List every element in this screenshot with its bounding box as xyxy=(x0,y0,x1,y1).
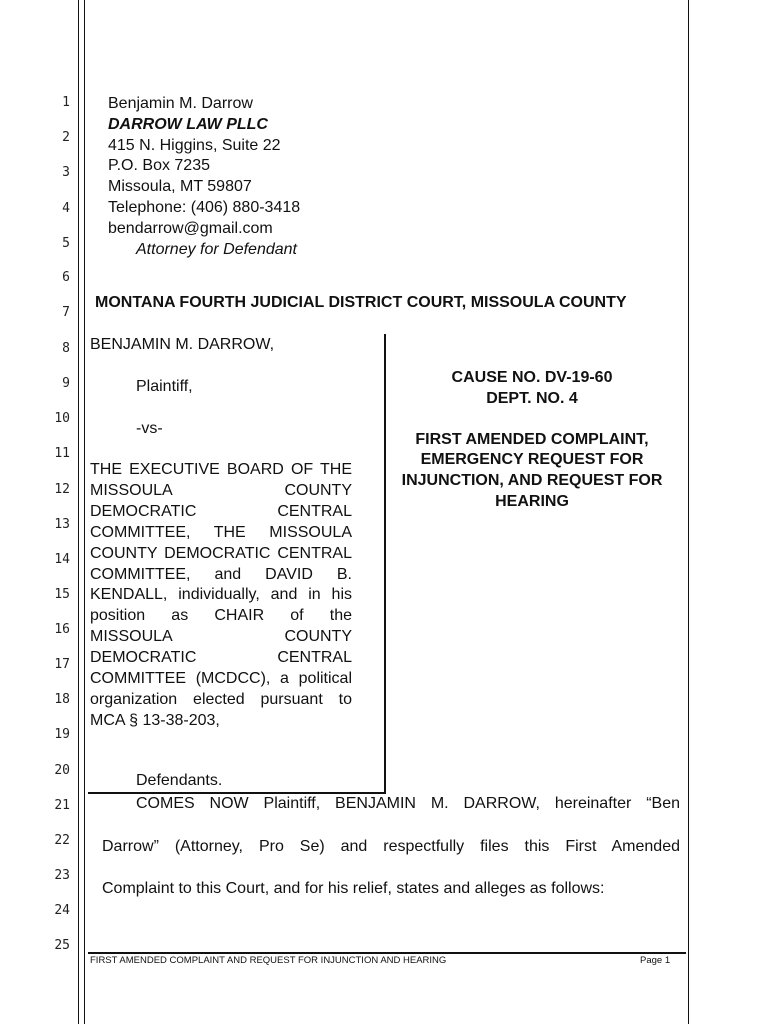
plaintiff-role: Plaintiff, xyxy=(136,378,193,395)
line-number: 2 xyxy=(62,130,70,145)
firm-telephone: Telephone: (406) 880-3418 xyxy=(108,198,301,216)
line-number: 21 xyxy=(54,798,70,813)
court-title: MONTANA FOURTH JUDICIAL DISTRICT COURT, MISSOULA COUNTY xyxy=(95,294,627,311)
case-caption-details xyxy=(386,368,678,513)
left-margin-rule-inner xyxy=(84,0,85,1024)
line-number: 9 xyxy=(62,376,70,391)
body-line: COMES NOW Plaintiff, BENJAMIN M. DARROW, hereinafter “Ben xyxy=(136,795,680,812)
line-number: 1 xyxy=(62,95,70,110)
firm-name: DARROW LAW PLLC xyxy=(108,115,268,133)
defendants-role: Defendants. xyxy=(136,772,223,789)
line-number: 12 xyxy=(54,482,70,497)
cause-number: CAUSE NO. DV-19-60 xyxy=(451,369,613,386)
body-paragraph xyxy=(102,794,680,900)
attorney-name: Benjamin M. Darrow xyxy=(108,95,253,112)
line-number: 14 xyxy=(54,552,70,567)
firm-address-line-2: P.O. Box 7235 xyxy=(108,157,210,175)
line-number: 3 xyxy=(62,165,70,180)
line-number: 19 xyxy=(54,727,70,742)
line-number: 6 xyxy=(62,270,70,285)
line-number: 13 xyxy=(54,517,70,532)
versus-label: -vs- xyxy=(136,420,163,437)
department-number: DEPT. NO. 4 xyxy=(486,389,578,407)
left-margin-rule xyxy=(78,0,79,1024)
line-number: 10 xyxy=(54,411,70,426)
line-number: 24 xyxy=(54,903,70,918)
attorney-role: Attorney for Defendant xyxy=(136,240,297,258)
firm-city-state-zip: Missoula, MT 59807 xyxy=(108,178,252,196)
line-number: 7 xyxy=(62,305,70,320)
footer-title: FIRST AMENDED COMPLAINT AND REQUEST FOR INJUNCTION AND HEARING xyxy=(90,955,447,966)
line-number: 11 xyxy=(54,446,70,461)
line-numbers xyxy=(0,0,76,1024)
attorney-block xyxy=(108,94,300,260)
document-title: FIRST AMENDED COMPLAINT, EMERGENCY REQUEST FOR INJUNCTION, AND REQUEST FOR HEARING xyxy=(401,430,663,510)
line-number: 16 xyxy=(54,622,70,637)
footer-rule xyxy=(88,952,686,954)
plaintiff-name: BENJAMIN M. DARROW, xyxy=(90,336,275,353)
footer-page-number: Page 1 xyxy=(640,955,671,966)
body-line: Darrow” (Attorney, Pro Se) and respectfully files this First Amended xyxy=(102,838,680,855)
line-number: 8 xyxy=(62,341,70,356)
line-number: 25 xyxy=(54,938,70,953)
line-number: 20 xyxy=(54,763,70,778)
line-number: 5 xyxy=(62,236,70,251)
line-number: 23 xyxy=(54,868,70,883)
line-number: 18 xyxy=(54,692,70,707)
right-margin-rule xyxy=(688,0,689,1024)
line-number: 15 xyxy=(54,587,70,602)
line-number: 17 xyxy=(54,657,70,672)
defendants-list: THE EXECUTIVE BOARD OF THE MISSOULA COUNTY DEMOCRATIC CENTRAL COMMITTEE, THE MISSOULA COUNTY DEMOCRATIC CENTRAL COMMITTEE, and DAVID B. KENDALL, individually, and in his position as CHAIR of the MISSOULA COUNTY DEMOCRATIC CENTRAL COMMITTEE (MCDCC), a political organization elected pursuant to MCA § 13-38-203, xyxy=(90,461,352,729)
firm-email: bendarrow@gmail.com xyxy=(108,219,273,237)
firm-address-line-1: 415 N. Higgins, Suite 22 xyxy=(108,136,281,154)
body-line: Complaint to this Court, and for his relief, states and alleges as follows: xyxy=(102,880,605,897)
line-number: 4 xyxy=(62,201,70,216)
line-number: 22 xyxy=(54,833,70,848)
